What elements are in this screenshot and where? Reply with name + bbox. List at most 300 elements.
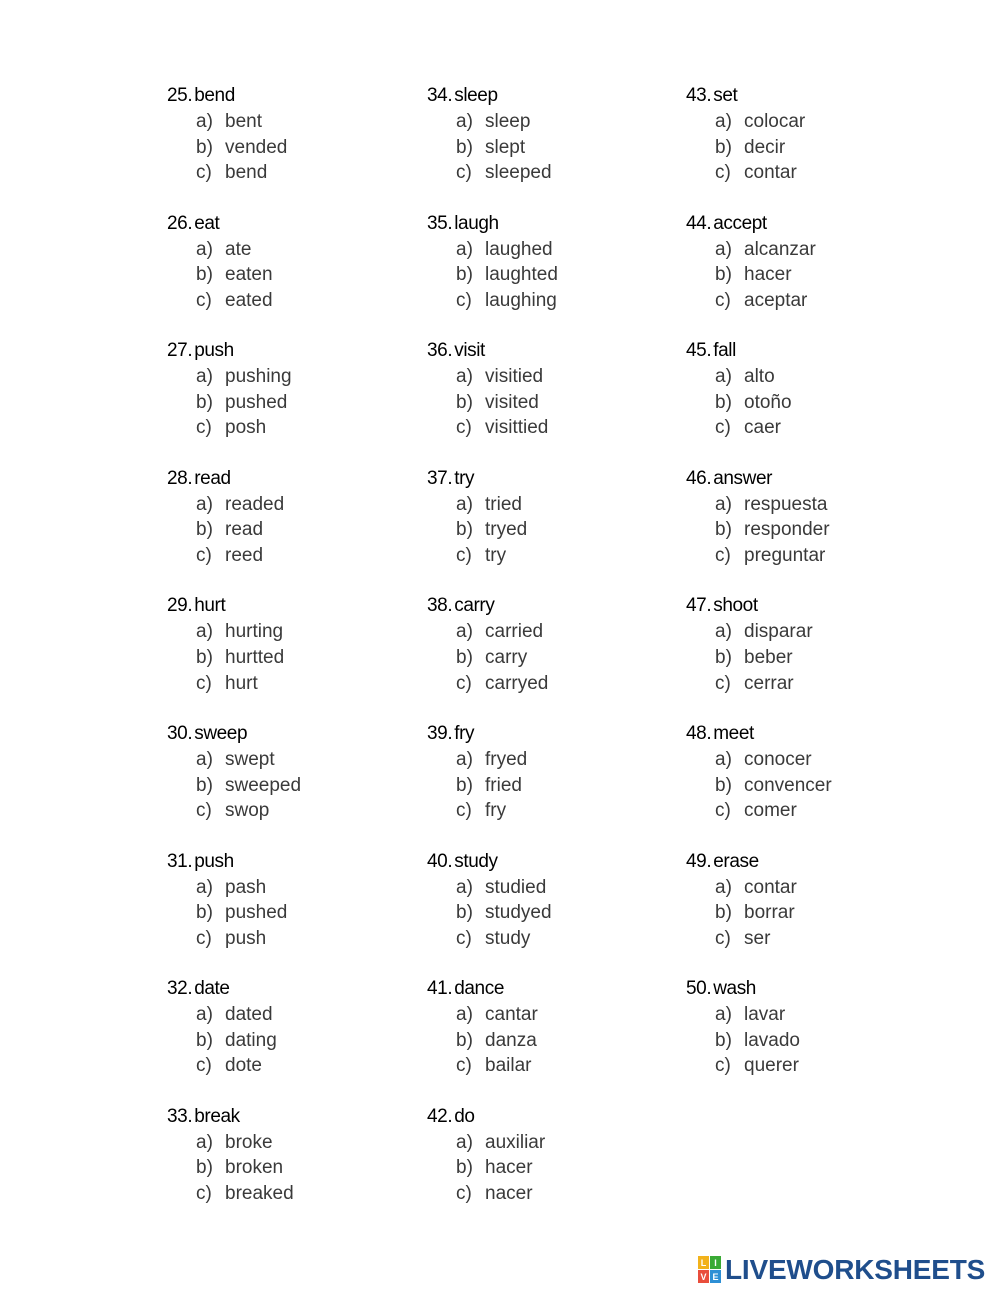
answer-option[interactable] — [686, 237, 936, 263]
option-text: fried — [485, 774, 522, 796]
question-number: 43. — [686, 85, 712, 106]
answer-option[interactable] — [686, 619, 936, 645]
option-text: cerrar — [744, 672, 794, 694]
option-text: alto — [744, 366, 775, 388]
answer-option[interactable] — [167, 875, 417, 901]
question-number: 28. — [167, 467, 193, 489]
option-letter: b) — [715, 264, 732, 286]
answer-option[interactable] — [427, 517, 677, 543]
option-letter: b) — [456, 1157, 473, 1179]
answer-option[interactable] — [167, 492, 417, 518]
question-number: 30. — [167, 722, 193, 744]
question-number: 50. — [686, 978, 712, 1000]
question-heading — [686, 83, 936, 109]
question-item — [167, 976, 417, 1104]
option-letter: b) — [715, 774, 732, 796]
option-letter: c) — [456, 800, 472, 822]
answer-option[interactable] — [167, 671, 417, 697]
question-item — [686, 593, 936, 721]
question-word: sleep — [454, 85, 498, 106]
question-heading — [427, 976, 677, 1002]
option-text: caer — [744, 417, 781, 439]
answer-option[interactable] — [427, 543, 677, 569]
answer-option[interactable] — [167, 645, 417, 671]
answer-option[interactable] — [686, 773, 936, 799]
answer-option[interactable] — [427, 415, 677, 441]
answer-option[interactable] — [167, 1002, 417, 1028]
answer-option[interactable] — [427, 1002, 677, 1028]
answer-option[interactable] — [167, 237, 417, 263]
question-word: fry — [454, 722, 475, 744]
question-number: 34. — [427, 85, 453, 106]
answer-option[interactable] — [427, 109, 677, 135]
option-letter: a) — [196, 366, 213, 388]
option-letter: a) — [456, 1131, 473, 1153]
answer-option[interactable] — [167, 619, 417, 645]
question-heading — [427, 849, 677, 875]
option-letter: a) — [715, 493, 732, 515]
question-item — [427, 83, 677, 211]
answer-option[interactable] — [686, 543, 936, 569]
option-text: convencer — [744, 774, 832, 796]
answer-option[interactable] — [427, 1028, 677, 1054]
brand-name: LIVEWORKSHEETS — [725, 1254, 986, 1285]
answer-option[interactable] — [686, 109, 936, 135]
option-letter: b) — [715, 646, 732, 668]
option-letter: c) — [196, 927, 212, 949]
question-word: dance — [454, 978, 504, 1000]
answer-option[interactable] — [167, 1053, 417, 1079]
option-letter: c) — [456, 162, 472, 184]
question-heading — [686, 593, 936, 619]
option-text: broke — [225, 1131, 273, 1153]
option-letter: c) — [715, 162, 731, 184]
option-letter: c) — [456, 544, 472, 566]
option-letter: a) — [456, 876, 473, 898]
option-text: borrar — [744, 902, 795, 924]
question-number: 42. — [427, 1105, 453, 1127]
question-heading — [686, 211, 936, 237]
answer-option[interactable] — [427, 364, 677, 390]
question-heading — [427, 211, 677, 237]
answer-option[interactable] — [427, 671, 677, 697]
option-letter: b) — [196, 774, 213, 796]
option-text: try — [485, 544, 507, 566]
answer-option[interactable] — [427, 773, 677, 799]
option-text: lavar — [744, 1004, 786, 1026]
question-number: 33. — [167, 1105, 193, 1127]
question-heading — [427, 83, 677, 109]
answer-option[interactable] — [167, 135, 417, 161]
option-letter: b) — [456, 264, 473, 286]
question-word: push — [194, 850, 234, 872]
option-letter: b) — [196, 1029, 213, 1051]
question-word: answer — [713, 467, 773, 489]
answer-option[interactable] — [167, 262, 417, 288]
question-item — [686, 338, 936, 466]
option-text: alcanzar — [744, 238, 816, 260]
question-item — [167, 849, 417, 977]
question-item — [686, 211, 936, 339]
option-text: dating — [225, 1029, 277, 1051]
question-item — [427, 976, 677, 1104]
question-word: accept — [713, 212, 767, 234]
option-letter: c) — [456, 417, 472, 439]
option-text: pash — [225, 876, 267, 898]
answer-option[interactable] — [686, 492, 936, 518]
option-letter: c) — [715, 927, 731, 949]
question-heading — [167, 211, 417, 237]
question-word: read — [194, 467, 231, 489]
option-text: tried — [485, 493, 522, 515]
answer-option[interactable] — [686, 262, 936, 288]
answer-option[interactable] — [427, 492, 677, 518]
answer-option[interactable] — [686, 1002, 936, 1028]
option-letter: a) — [456, 1004, 473, 1026]
question-item — [167, 466, 417, 594]
option-text: disparar — [744, 621, 813, 643]
question-item — [686, 721, 936, 849]
option-text: conocer — [744, 748, 812, 770]
answer-option[interactable] — [427, 875, 677, 901]
question-heading — [427, 466, 677, 492]
option-text: slept — [485, 136, 526, 158]
answer-option[interactable] — [167, 900, 417, 926]
option-letter: c) — [715, 544, 731, 566]
option-letter: b) — [196, 1157, 213, 1179]
option-text: nacer — [485, 1182, 533, 1204]
option-text: dote — [225, 1055, 262, 1077]
option-letter: c) — [715, 800, 731, 822]
option-text: carry — [485, 646, 528, 668]
option-letter: c) — [196, 544, 212, 566]
answer-option[interactable] — [686, 875, 936, 901]
option-letter: a) — [196, 238, 213, 260]
answer-option[interactable] — [427, 237, 677, 263]
option-letter: c) — [196, 672, 212, 694]
answer-option[interactable] — [686, 415, 936, 441]
option-text: sleep — [485, 111, 531, 132]
question-word: push — [194, 340, 234, 362]
question-item — [427, 338, 677, 466]
option-letter: a) — [456, 366, 473, 388]
answer-option[interactable] — [686, 1028, 936, 1054]
option-letter: c) — [196, 1182, 212, 1204]
answer-option[interactable] — [686, 517, 936, 543]
option-text: bailar — [485, 1055, 532, 1077]
option-letter: a) — [196, 111, 213, 132]
question-heading — [427, 721, 677, 747]
answer-option[interactable] — [427, 1130, 677, 1156]
option-letter: c) — [196, 1055, 212, 1077]
option-text: readed — [225, 493, 285, 515]
option-letter: a) — [196, 621, 213, 643]
question-number: 27. — [167, 340, 193, 362]
option-letter: b) — [456, 519, 473, 541]
question-number: 26. — [167, 212, 193, 234]
option-letter: a) — [715, 748, 732, 770]
answer-option[interactable] — [167, 160, 417, 186]
option-text: read — [225, 519, 264, 541]
option-text: preguntar — [744, 544, 826, 566]
answer-option[interactable] — [167, 517, 417, 543]
answer-option[interactable] — [427, 262, 677, 288]
answer-option[interactable] — [427, 1155, 677, 1181]
column-1 — [167, 83, 417, 1231]
answer-option[interactable] — [427, 135, 677, 161]
option-letter: b) — [196, 519, 213, 541]
answer-option[interactable] — [686, 926, 936, 952]
question-number: 46. — [686, 467, 712, 489]
option-letter: a) — [456, 111, 473, 132]
option-letter: c) — [456, 289, 472, 311]
question-number: 36. — [427, 340, 453, 362]
answer-option[interactable] — [167, 798, 417, 824]
answer-option[interactable] — [686, 645, 936, 671]
question-item — [167, 211, 417, 339]
answer-option[interactable] — [427, 619, 677, 645]
option-letter: c) — [196, 289, 212, 311]
answer-option[interactable] — [427, 390, 677, 416]
question-word: sweep — [194, 722, 248, 744]
question-word: do — [454, 1105, 475, 1127]
option-text: hurt — [225, 672, 258, 694]
question-number: 37. — [427, 467, 453, 489]
question-heading — [427, 1104, 677, 1130]
answer-option[interactable] — [427, 926, 677, 952]
question-number: 39. — [427, 722, 453, 744]
answer-option[interactable] — [427, 747, 677, 773]
option-letter: b) — [715, 902, 732, 924]
answer-option[interactable] — [167, 109, 417, 135]
option-text: laughted — [485, 264, 558, 286]
question-item — [427, 593, 677, 721]
option-text: danza — [485, 1029, 537, 1051]
option-letter: a) — [715, 366, 732, 388]
question-word: study — [454, 850, 498, 872]
question-number: 40. — [427, 850, 453, 872]
answer-option[interactable] — [167, 1155, 417, 1181]
question-item — [167, 721, 417, 849]
option-text: swept — [225, 748, 275, 770]
option-letter: b) — [715, 391, 732, 413]
option-text: studyed — [485, 902, 552, 924]
question-number: 31. — [167, 850, 193, 872]
option-text: otoño — [744, 391, 792, 413]
answer-option[interactable] — [686, 135, 936, 161]
option-text: broken — [225, 1157, 284, 1179]
answer-option[interactable] — [427, 1053, 677, 1079]
question-number: 35. — [427, 212, 453, 234]
answer-option[interactable] — [686, 390, 936, 416]
question-word: laugh — [454, 212, 499, 234]
option-text: hurting — [225, 621, 284, 643]
option-letter: c) — [196, 162, 212, 184]
option-letter: b) — [456, 646, 473, 668]
answer-option[interactable] — [167, 364, 417, 390]
question-word: shoot — [713, 595, 758, 617]
answer-option[interactable] — [167, 747, 417, 773]
question-word: meet — [713, 722, 754, 744]
option-letter: b) — [456, 902, 473, 924]
answer-option[interactable] — [427, 645, 677, 671]
question-heading — [167, 593, 417, 619]
question-heading — [167, 1104, 417, 1130]
footer-logo[interactable] — [698, 1253, 985, 1287]
question-heading — [167, 849, 417, 875]
option-letter: b) — [456, 136, 473, 158]
question-item — [427, 466, 677, 594]
answer-option[interactable] — [167, 773, 417, 799]
liveworksheets-logo-icon — [698, 1256, 723, 1284]
option-text: carried — [485, 621, 544, 643]
option-letter: b) — [196, 391, 213, 413]
option-letter: c) — [456, 1055, 472, 1077]
option-letter: c) — [456, 672, 472, 694]
answer-option[interactable] — [167, 415, 417, 441]
answer-option[interactable] — [167, 288, 417, 314]
option-letter: a) — [456, 493, 473, 515]
question-heading — [686, 976, 936, 1002]
option-letter: a) — [715, 876, 732, 898]
answer-option[interactable] — [686, 671, 936, 697]
answer-option[interactable] — [167, 1130, 417, 1156]
option-letter: c) — [715, 289, 731, 311]
option-letter: b) — [456, 1029, 473, 1051]
option-text: fry — [485, 800, 507, 822]
question-item — [686, 976, 936, 1104]
answer-option[interactable] — [686, 747, 936, 773]
question-heading — [167, 338, 417, 364]
option-text: auxiliar — [485, 1131, 546, 1153]
answer-option[interactable] — [427, 798, 677, 824]
answer-option[interactable] — [686, 1053, 936, 1079]
answer-option[interactable] — [427, 288, 677, 314]
option-text: hurtted — [225, 646, 285, 668]
question-item — [427, 849, 677, 977]
question-number: 25. — [167, 85, 193, 106]
option-text: beber — [744, 646, 793, 668]
answer-option[interactable] — [427, 1181, 677, 1207]
answer-option[interactable] — [686, 288, 936, 314]
option-text: querer — [744, 1055, 799, 1077]
option-letter: b) — [196, 902, 213, 924]
option-text: responder — [744, 519, 830, 541]
question-word: visit — [454, 340, 485, 362]
option-letter: a) — [715, 621, 732, 643]
option-text: sweeped — [225, 774, 302, 796]
option-text: visitied — [485, 366, 544, 388]
option-text: cantar — [485, 1004, 538, 1026]
answer-option[interactable] — [427, 160, 677, 186]
answer-option[interactable] — [686, 798, 936, 824]
question-heading — [686, 849, 936, 875]
option-letter: b) — [456, 774, 473, 796]
option-text: decir — [744, 136, 786, 158]
option-letter: b) — [715, 136, 732, 158]
option-text: sleeped — [485, 162, 552, 184]
option-letter: a) — [196, 1004, 213, 1026]
question-item — [427, 1104, 677, 1232]
answer-option[interactable] — [167, 543, 417, 569]
option-text: comer — [744, 800, 797, 822]
option-text: eaten — [225, 264, 273, 286]
question-heading — [167, 721, 417, 747]
option-letter: a) — [196, 748, 213, 770]
question-number: 38. — [427, 595, 453, 617]
option-letter: c) — [196, 417, 212, 439]
question-heading — [686, 338, 936, 364]
option-text: lavado — [744, 1029, 800, 1051]
option-letter: a) — [715, 1004, 732, 1026]
option-letter: c) — [715, 672, 731, 694]
option-text: studied — [485, 876, 547, 898]
answer-option[interactable] — [686, 900, 936, 926]
question-number: 48. — [686, 722, 712, 744]
option-letter: c) — [715, 417, 731, 439]
option-text: aceptar — [744, 289, 808, 311]
svg-text:V: V — [700, 1272, 707, 1282]
question-heading — [427, 338, 677, 364]
option-text: laughed — [485, 238, 553, 260]
answer-option[interactable] — [167, 390, 417, 416]
option-letter: a) — [715, 238, 732, 260]
question-number: 32. — [167, 978, 193, 1000]
answer-option[interactable] — [167, 1028, 417, 1054]
question-number: 44. — [686, 212, 712, 234]
question-word: set — [713, 85, 738, 106]
answer-option[interactable] — [686, 364, 936, 390]
option-text: vended — [225, 136, 288, 158]
question-heading — [167, 83, 417, 109]
answer-option[interactable] — [167, 926, 417, 952]
option-text: swop — [225, 800, 270, 822]
question-word: carry — [454, 595, 495, 617]
answer-option[interactable] — [686, 160, 936, 186]
question-number: 45. — [686, 340, 712, 362]
option-letter: a) — [456, 238, 473, 260]
question-word: erase — [713, 850, 759, 872]
option-letter: b) — [456, 391, 473, 413]
option-text: pushed — [225, 391, 288, 413]
option-text: pushing — [225, 366, 292, 388]
option-text: reed — [225, 544, 264, 566]
option-text: colocar — [744, 111, 806, 132]
question-word: date — [194, 978, 230, 1000]
question-item — [686, 466, 936, 594]
question-item — [167, 338, 417, 466]
question-heading — [167, 466, 417, 492]
option-text: visittied — [485, 417, 549, 439]
answer-option[interactable] — [167, 1181, 417, 1207]
option-text: contar — [744, 876, 797, 898]
option-letter: b) — [196, 136, 213, 158]
option-letter: b) — [715, 1029, 732, 1051]
question-item — [167, 1104, 417, 1232]
svg-text:L: L — [700, 1258, 707, 1268]
question-item — [686, 83, 936, 211]
option-text: ate — [225, 238, 252, 260]
column-3 — [686, 83, 936, 1104]
question-heading — [686, 466, 936, 492]
option-letter: c) — [456, 1182, 472, 1204]
svg-text:I: I — [714, 1258, 717, 1268]
option-text: contar — [744, 162, 797, 184]
answer-option[interactable] — [427, 900, 677, 926]
option-letter: c) — [715, 1055, 731, 1077]
option-letter: b) — [196, 646, 213, 668]
option-text: bend — [225, 162, 268, 184]
